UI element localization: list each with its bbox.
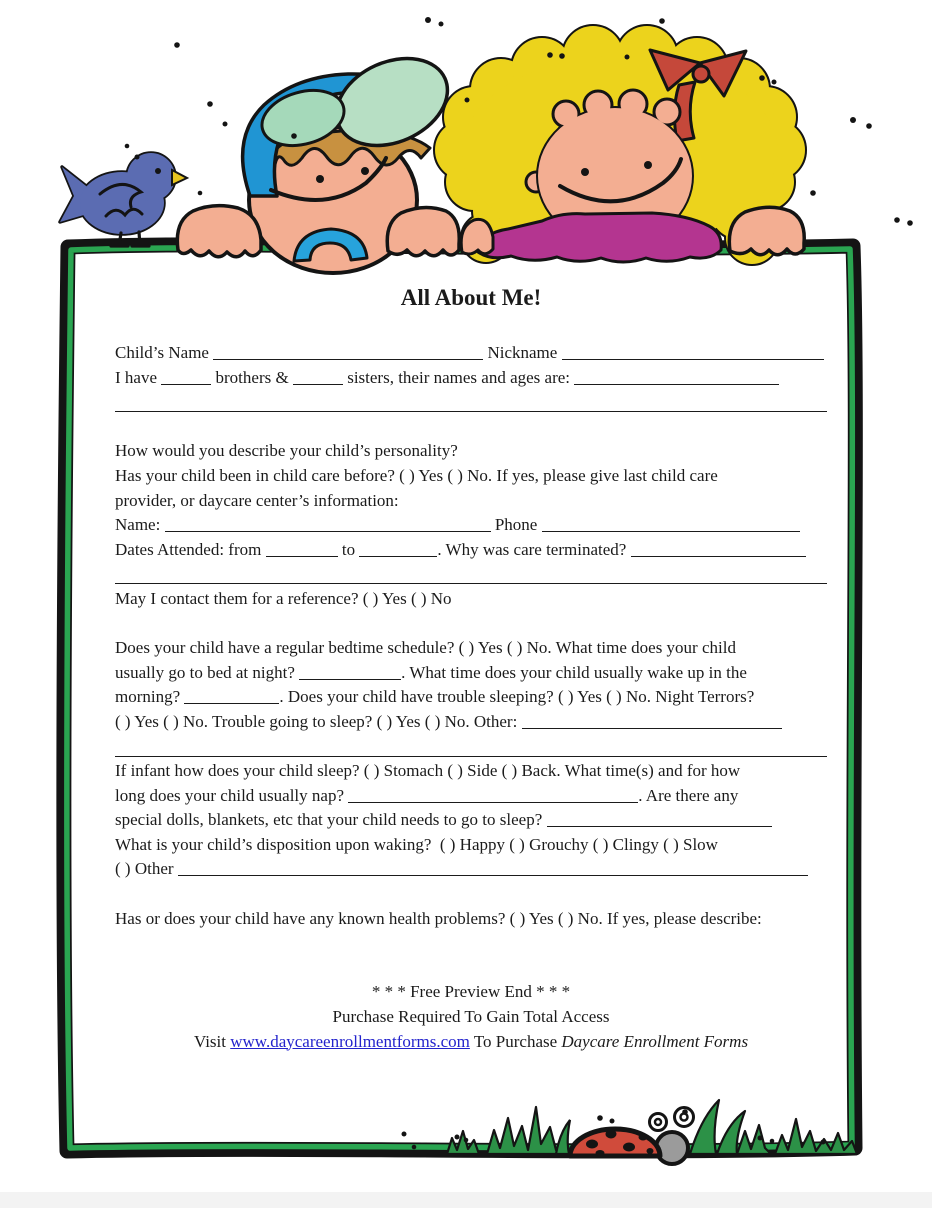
blank-field [165,518,491,532]
form-text: to [337,539,360,559]
form-line [115,366,827,391]
page-title: All About Me! [400,285,542,310]
blank-field [299,666,401,680]
form-text: . What time does your child usually wake up in the [401,662,747,682]
form-line [115,833,827,858]
ladybug-icon [556,1108,694,1165]
form-line [115,587,827,612]
form-line [115,710,827,735]
free-preview-end-text: * * * Free Preview End * * * [371,982,571,1002]
fill-in-rule-row [115,735,827,760]
visit-line [115,1030,827,1055]
form-text: brothers & [211,367,293,387]
form-text: Nickname [483,343,562,362]
form-line [115,857,827,882]
form-line [115,341,827,366]
purchase-link[interactable]: www.daycareenrollmentforms.com [230,1031,470,1051]
form-text: Child’s Name [115,343,214,362]
form-content [115,283,827,1054]
girl-with-bow-icon [435,26,805,264]
form-line [115,784,827,809]
form-line [115,685,827,710]
bluebird-icon [60,153,187,246]
form-text: Does your child have a regular bedtime schedule? ( ) Yes ( ) No. What time does your child [115,638,736,658]
blank-write-line [115,562,827,584]
blank-field [562,346,824,360]
product-name: Daycare Enrollment Forms [561,1031,749,1051]
preview-footer [115,980,827,1054]
blank-field [631,543,806,557]
visit-middle: To Purchase [469,1031,562,1051]
spacer-row [115,956,827,981]
form-text: Dates Attended: from [115,539,266,559]
spacer-row [115,415,827,440]
form-line [115,808,827,833]
form-text: . Does your child have trouble sleeping? ( ) Yes ( ) No. Night Terrors? [279,687,755,707]
form-text: May I contact them for a reference? ( ) Yes ( ) No [115,588,452,608]
fill-in-rule-row [115,562,827,587]
form-text: How would you describe your child’s personality? [115,441,458,461]
form-line [115,464,827,489]
spacer-row [115,882,827,907]
blank-field [293,371,343,385]
blank-field [574,371,779,385]
form-text: I have [115,367,162,387]
form-text: . Why was care terminated? [437,539,631,559]
blank-field [178,862,808,876]
form-text: provider, or daycare center’s information: [115,490,399,510]
form-text: If infant how does your child sleep? ( ) Stomach ( ) Side ( ) Back. What time(s) and for how [115,761,741,781]
form-text: Has your child been in child care before? ( ) Yes ( ) No. If yes, please give last child care [115,465,718,485]
blank-write-line [115,735,827,757]
form-text: What is your child’s disposition upon waking? ( ) Happy ( ) Grouchy ( ) Clingy ( ) Slow [115,834,718,854]
blank-field [266,543,338,557]
purchase-required-text: Purchase Required To Gain Total Access [332,1007,610,1027]
form-body [115,341,827,980]
blank-field [348,789,638,803]
visit-prefix: Visit [193,1031,231,1051]
form-text: special dolls, blankets, etc that your child needs to go to sleep? [115,810,547,830]
form-line [115,439,827,464]
spacer-row [115,612,827,637]
boy-with-cap-icon [177,42,461,273]
blank-write-line [115,390,827,412]
form-text: Has or does your child have any known health problems? ( ) Yes ( ) No. If yes, please describe: [115,908,762,928]
form-text: long does your child usually nap? [115,785,349,805]
form-text: morning? [115,687,185,707]
form-text: usually go to bed at night? [115,662,300,682]
form-line [115,489,827,514]
form-text: Phone [490,515,542,535]
form-text: ( ) Yes ( ) No. Trouble going to sleep? ( ) Yes ( ) No. Other: [115,711,522,731]
blank-field [161,371,211,385]
form-text: ( ) Other [115,859,178,879]
spacer-row [115,931,827,956]
form-line [115,759,827,784]
form-line [115,538,827,563]
blank-field [542,518,800,532]
form-line [115,907,827,932]
form-text: sisters, their names and ages are: [342,367,575,387]
form-text: Name: [115,515,165,535]
blank-field [522,715,782,729]
blank-field [184,690,279,704]
blank-field [213,346,483,360]
form-line [115,513,827,538]
form-line [115,636,827,661]
form-text: . Are there any [638,785,739,805]
form-line [115,661,827,686]
fill-in-rule-row [115,390,827,415]
blank-field [359,543,437,557]
blank-field [547,813,772,827]
